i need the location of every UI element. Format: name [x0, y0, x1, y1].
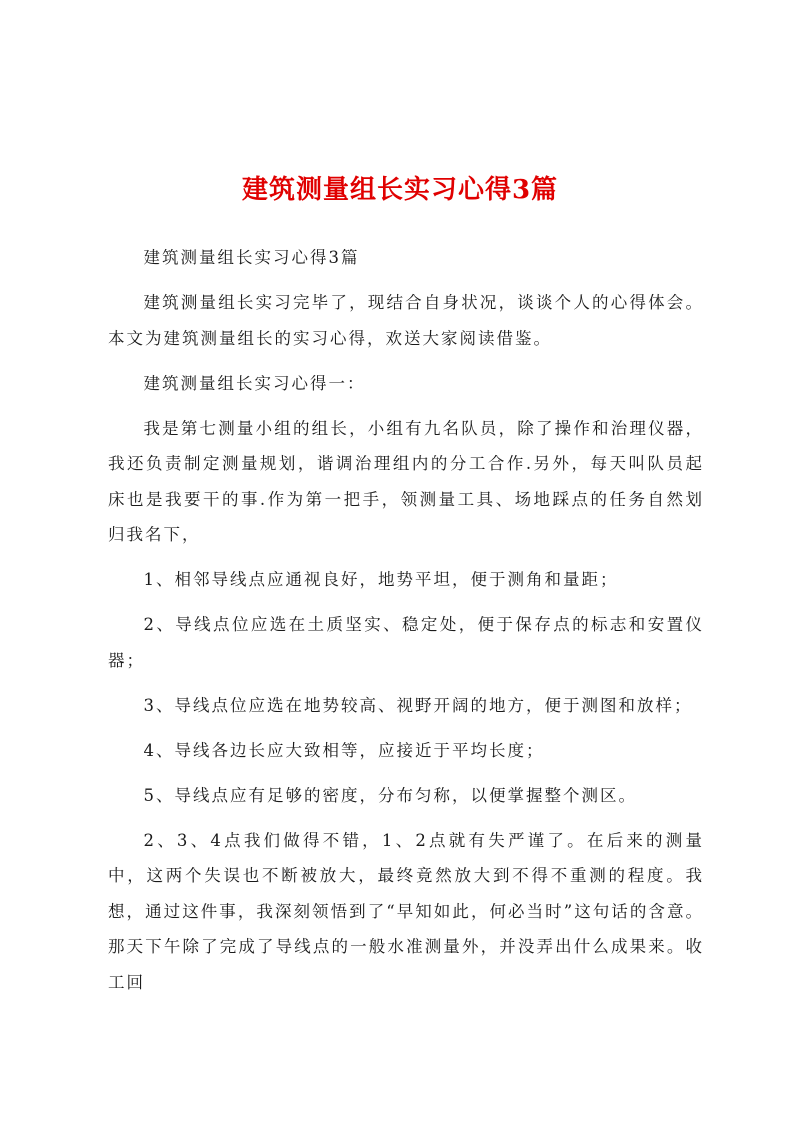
paragraph: 建筑测量组长实习完毕了，现结合自身状况，谈谈个人的心得体会。本文为建筑测量组长的实习心得，欢送大家阅读借鉴。: [108, 293, 704, 348]
list-item: 3、导线点位应选在地势较高、视野开阔的地方，便于测图和放样；: [143, 695, 693, 715]
paragraph: 我是第七测量小组的组长，小组有九名队员，除了操作和治理仪器，我还负责制定测量规划，谐调治理组内的分工合作.另外，每天叫队员起床也是我要干的事.作为第一把手，领测量工具、场地踩点的任务自然划归我名下，: [108, 418, 704, 544]
paragraph: 建筑测量组长实习心得3篇: [143, 248, 360, 267]
list-item: 1、相邻导线点应通视良好，地势平坦，便于测角和量距；: [143, 570, 619, 589]
document-body: [108, 240, 704, 1010]
paragraph: 2、3、4点我们做得不错，1、2点就有失严谨了。在后来的测量中，这两个失误也不断被放大，最终竟然放大到不得不重测的程度。我想，通过这件事，我深刻领悟到了“早知如此，何必当时”这句话的含意。那天下午除了完成了导线点的一般水准测量外，并没弄出什么成果来。收工回: [108, 830, 704, 992]
list-item: 2、导线点位应选在土质坚实、稳定处，便于保存点的标志和安置仪器；: [108, 615, 704, 670]
paragraph: 建筑测量组长实习心得一：: [143, 373, 366, 393]
list-item: 4、导线各边长应大致相等，应接近于平均长度；: [143, 740, 545, 760]
document-title: 建筑测量组长实习心得3篇: [241, 175, 559, 205]
list-item: 5、导线点应有足够的密度，分布匀称，以便掌握整个测区。: [143, 785, 637, 805]
